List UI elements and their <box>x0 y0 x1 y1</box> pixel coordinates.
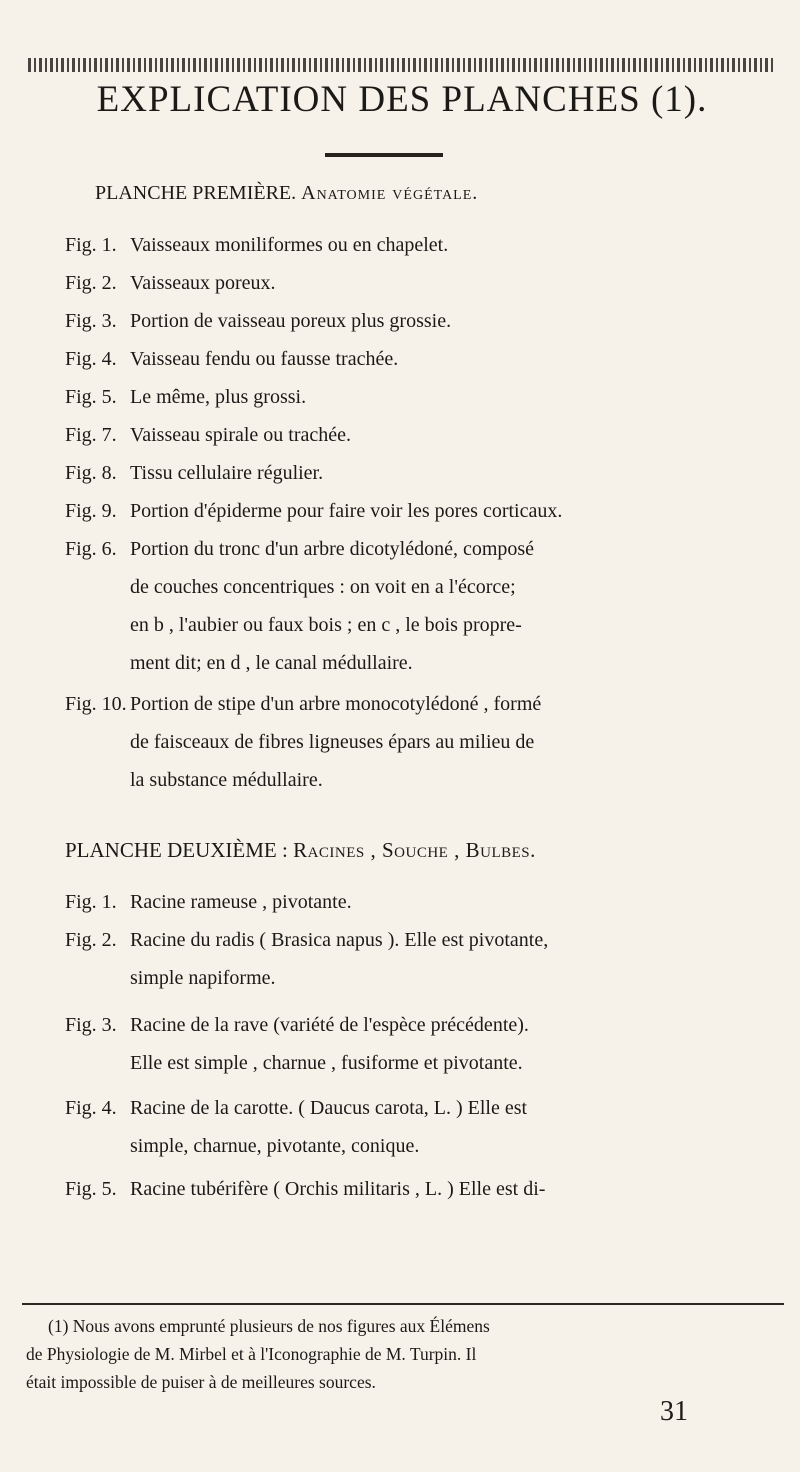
fig-6-continuation: de couches concentriques : on voit en a l'écorce; <box>130 576 516 598</box>
plate-2-heading <box>65 838 785 863</box>
fig-text: Racine de la carotte. ( Daucus carota, L. ) Elle est <box>130 1097 528 1119</box>
fig-10-continuation: de faisceaux de fibres ligneuses épars au milieu de <box>130 731 535 753</box>
fig-label: Fig. 2. <box>65 929 117 951</box>
fig-label: Fig. 7. <box>65 424 117 446</box>
fig-text: Portion de stipe d'un arbre monocotylédoné , formé <box>130 693 542 715</box>
fig-label: Fig. 2. <box>65 272 117 294</box>
fig-text: Le même, plus grossi. <box>130 386 307 408</box>
fig-label: Fig. 4. <box>65 1097 117 1119</box>
decorative-border <box>28 58 774 72</box>
fig-2-continuation: simple napiforme. <box>130 967 276 989</box>
footnote-line: était impossible de puiser à de meilleures sources. <box>26 1372 376 1392</box>
fig-label: Fig. 1. <box>65 891 117 913</box>
fig-text: Portion du tronc d'un arbre dicotylédoné, composé <box>130 538 535 560</box>
page-number: 31 <box>660 1396 688 1427</box>
fig-text: Portion de vaisseau poreux plus grossie. <box>130 310 452 332</box>
fig-label: Fig. 4. <box>65 348 117 370</box>
footnote <box>26 1312 778 1396</box>
footnote-line: de Physiologie de M. Mirbel et à l'Iconographie de M. Turpin. Il <box>26 1344 477 1364</box>
fig-text: Racine tubérifère ( Orchis militaris , L. ) Elle est di- <box>130 1178 546 1200</box>
plate-2-title: PLANCHE DEUXIÈME : <box>65 838 288 862</box>
plate-1-title: PLANCHE PREMIÈRE. <box>95 182 297 204</box>
fig-text: Portion d'épiderme pour faire voir les pores corticaux. <box>130 500 563 522</box>
fig-text: Tissu cellulaire régulier. <box>130 462 324 484</box>
title-rule <box>325 153 443 157</box>
plate-2-subtitle: Racines , Souche , Bulbes. <box>293 838 536 862</box>
plate-1-heading <box>95 182 775 205</box>
fig-label: Fig. 5. <box>65 1178 117 1200</box>
fig-label: Fig. 9. <box>65 500 117 522</box>
fig-text: Racine du radis ( Brasica napus ). Elle est pivotante, <box>130 929 549 951</box>
fig-label: Fig. 1. <box>65 234 117 256</box>
fig-text: Vaisseau spirale ou trachée. <box>130 424 352 446</box>
fig-label: Fig. 5. <box>65 386 117 408</box>
fig-label: Fig. 8. <box>65 462 117 484</box>
fig-6-continuation: ment dit; en d , le canal médullaire. <box>130 652 413 674</box>
fig-6-continuation: en b , l'aubier ou faux bois ; en c , le bois propre- <box>130 614 522 636</box>
fig-label: Fig. 10. <box>65 693 127 715</box>
fig-text: Vaisseau fendu ou fausse trachée. <box>130 348 399 370</box>
fig-text: Vaisseaux moniliformes ou en chapelet. <box>130 234 449 256</box>
fig-text: Vaisseaux poreux. <box>130 272 276 294</box>
footnote-rule <box>22 1303 784 1305</box>
fig-10-continuation: la substance médullaire. <box>130 769 323 791</box>
fig-text: Racine rameuse , pivotante. <box>130 891 352 913</box>
footnote-line: (1) Nous avons emprunté plusieurs de nos figures aux Élémens <box>48 1316 490 1336</box>
fig-label: Fig. 3. <box>65 310 117 332</box>
fig-text: Racine de la rave (variété de l'espèce précédente). <box>130 1014 529 1036</box>
fig-4-continuation: simple, charnue, pivotante, conique. <box>130 1135 420 1157</box>
fig-3-continuation: Elle est simple , charnue , fusiforme et pivotante. <box>130 1052 523 1074</box>
plate-1-subtitle: Anatomie végétale. <box>301 182 479 204</box>
fig-label: Fig. 6. <box>65 538 117 560</box>
fig-label: Fig. 3. <box>65 1014 117 1036</box>
page-title: EXPLICATION DES PLANCHES (1). <box>96 79 708 120</box>
